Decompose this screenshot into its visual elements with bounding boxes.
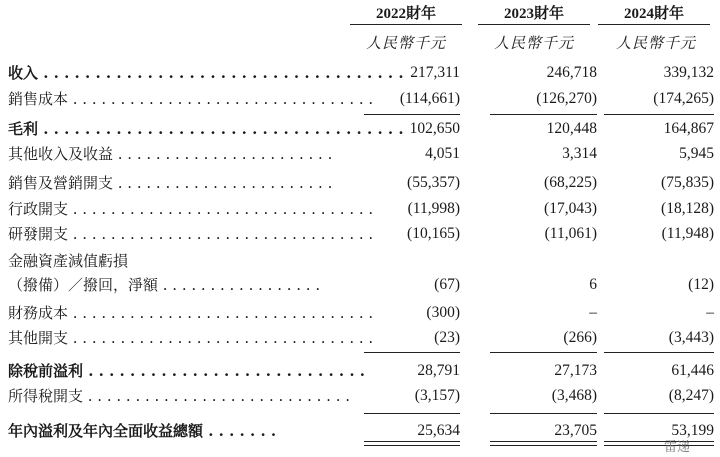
cell-value: 25,634 xyxy=(417,422,460,439)
cell-value: (3,157) xyxy=(414,387,460,404)
cell-value: (10,165) xyxy=(407,225,460,242)
table-row xyxy=(0,87,720,111)
total-double-rule xyxy=(604,441,714,446)
row-label: 所得稅開支 . . . . . . . . . . . . . . . . . . . . . . . . . . . . xyxy=(8,387,351,405)
cell-value: – xyxy=(706,304,714,321)
cell-value: (17,043) xyxy=(544,200,597,217)
cell-value: (67) xyxy=(434,276,460,293)
cell-value: (18,128) xyxy=(661,200,714,217)
table-row xyxy=(0,61,720,85)
row-label: 銷售及營銷開支 . . . . . . . . . . . . . . . . . . . . . . . xyxy=(8,174,333,192)
cell-value: (68,225) xyxy=(544,174,597,191)
table-row xyxy=(0,359,720,383)
column-header-2023: 2023財年 xyxy=(503,6,564,22)
cell-value: – xyxy=(589,304,597,321)
table-row xyxy=(0,222,720,246)
row-label: 年內溢利及年內全面收益總額 . . . . . . . xyxy=(8,422,277,440)
total-double-rule xyxy=(490,441,597,446)
cell-value: 3,314 xyxy=(562,145,597,162)
cell-value: (114,661) xyxy=(399,90,460,107)
cell-value: 120,448 xyxy=(546,120,597,137)
row-label: 除稅前溢利 . . . . . . . . . . . . . . . . . . . . . . . . . . . xyxy=(8,362,365,380)
table-row xyxy=(0,326,720,350)
row-label: 毛利 . . . . . . . . . . . . . . . . . . . . . . . . . . . . . . . . . . . xyxy=(8,120,404,138)
cell-value: (266) xyxy=(563,329,597,346)
unit-label: 人民幣千元 xyxy=(493,34,574,52)
total-double-rule xyxy=(364,441,460,446)
table-row xyxy=(0,197,720,221)
cell-value: 6 xyxy=(589,276,597,293)
cell-value: (11,948) xyxy=(661,225,714,242)
row-label: 研發開支 . . . . . . . . . . . . . . . . . . . . . . . . . . . . . . . . xyxy=(8,225,374,243)
cell-value: (126,270) xyxy=(536,90,597,107)
row-label: 收入 . . . . . . . . . . . . . . . . . . . . . . . . . . . . . . . . . . . xyxy=(8,64,404,82)
table-row xyxy=(0,301,720,325)
rule-before-pretax-profit xyxy=(604,352,714,353)
cell-value: (11,998) xyxy=(407,200,460,217)
cell-value: 4,051 xyxy=(425,145,460,162)
row-label: 財務成本 . . . . . . . . . . . . . . . . . . . . . . . . . . . . . . . . xyxy=(8,304,374,322)
cell-value: (11,061) xyxy=(544,225,597,242)
cell-value: 164,867 xyxy=(663,120,714,137)
table-row xyxy=(0,117,720,141)
row-label: 其他收入及收益 . . . . . . . . . . . . . . . . . . . . . . . xyxy=(8,145,333,163)
table-row xyxy=(0,142,720,166)
watermark: 雷递 xyxy=(664,440,691,455)
column-header-2022: 2022財年 xyxy=(375,6,436,22)
cell-value: 53,199 xyxy=(671,422,714,439)
header-rule xyxy=(350,24,462,25)
cell-value: (75,835) xyxy=(661,174,714,191)
row-label: （撥備）／撥回，淨額 . . . . . . . . . . . . . . . . . xyxy=(8,276,321,294)
cell-value: (3,468) xyxy=(551,387,597,404)
row-label: 行政開支 . . . . . . . . . . . . . . . . . . . . . . . . . . . . . . . . xyxy=(8,200,374,218)
cell-value: 61,446 xyxy=(671,362,714,379)
column-header-2024: 2024財年 xyxy=(623,6,684,22)
rule-before-gross-profit xyxy=(490,114,597,115)
cell-value: 339,132 xyxy=(663,64,714,81)
row-label: 金融資產減值虧損 xyxy=(8,252,129,270)
rule-before-gross-profit xyxy=(364,114,460,115)
cell-value: 5,945 xyxy=(679,145,714,162)
table-row xyxy=(0,419,720,443)
cell-value: 217,311 xyxy=(410,64,460,81)
cell-value: (300) xyxy=(426,304,460,321)
rule-before-total xyxy=(364,413,460,414)
header-rule xyxy=(598,24,710,25)
table-row xyxy=(0,249,720,273)
rule-before-total xyxy=(604,413,714,414)
cell-value: (23) xyxy=(434,329,460,346)
cell-value: (3,443) xyxy=(668,329,714,346)
cell-value: (174,265) xyxy=(653,90,714,107)
cell-value: 102,650 xyxy=(409,120,460,137)
cell-value: (8,247) xyxy=(668,387,714,404)
rule-before-pretax-profit xyxy=(490,352,597,353)
cell-value: 23,705 xyxy=(554,422,597,439)
table-row xyxy=(0,171,720,195)
header-rule xyxy=(478,24,590,25)
table-row xyxy=(0,384,720,408)
table-row xyxy=(0,273,720,297)
rule-before-total xyxy=(490,413,597,414)
cell-value: 28,791 xyxy=(417,362,460,379)
cell-value: (12) xyxy=(688,276,714,293)
unit-label: 人民幣千元 xyxy=(615,34,696,52)
cell-value: 246,718 xyxy=(546,64,597,81)
row-label: 其他開支 . . . . . . . . . . . . . . . . . . . . . . . . . . . . . . . . xyxy=(8,329,374,347)
cell-value: (55,357) xyxy=(407,174,460,191)
row-label: 銷售成本 . . . . . . . . . . . . . . . . . . . . . . . . . . . . . . . . xyxy=(8,90,374,108)
unit-label: 人民幣千元 xyxy=(365,34,446,52)
cell-value: 27,173 xyxy=(554,362,597,379)
rule-before-pretax-profit xyxy=(364,352,460,353)
rule-before-gross-profit xyxy=(604,114,714,115)
